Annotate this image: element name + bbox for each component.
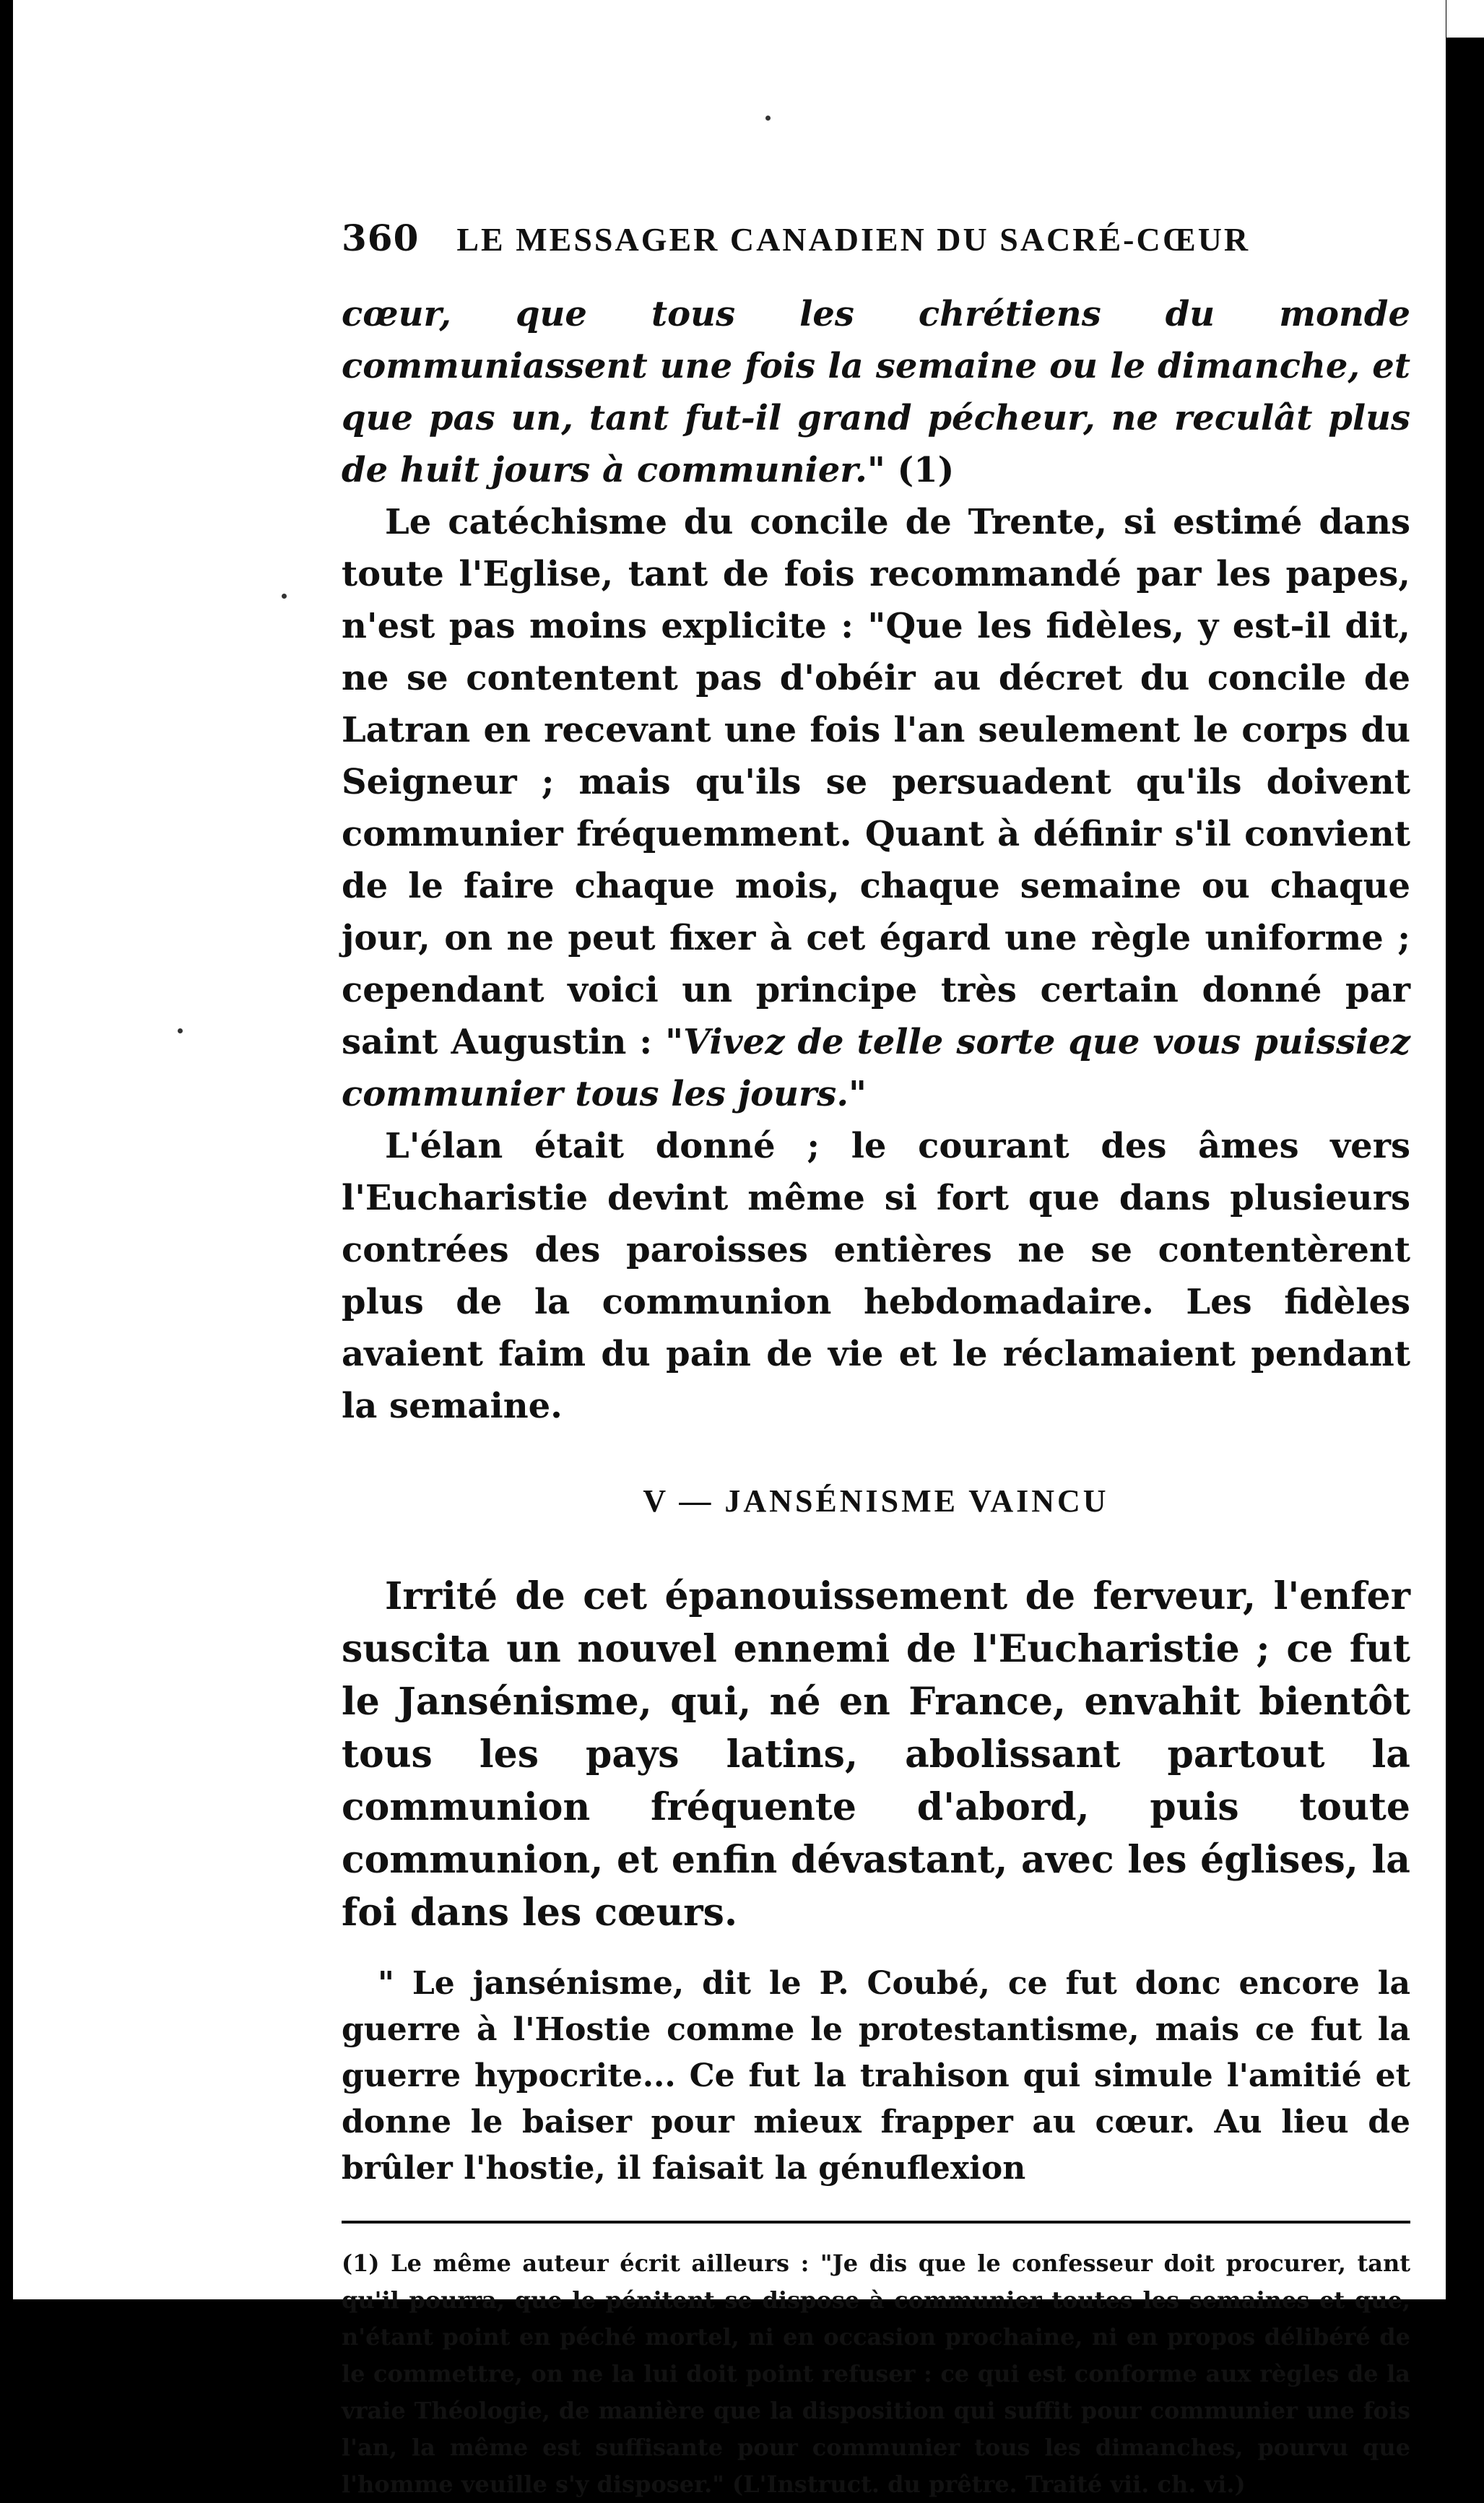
page — [13, 0, 1446, 2498]
paragraph-2-end: " — [849, 1074, 867, 1114]
page-number: 360 — [342, 217, 420, 259]
scan-corner — [1446, 0, 1484, 38]
footnote-divider — [342, 2221, 1410, 2224]
scan-speck — [178, 1028, 183, 1033]
paragraph-1-quote: cœur, que tous les chrétiens du monde communiassent une fois la semaine ou le dimanche, et que pas un, tant fut-il grand pécheur, ne reculât plus de huit jours à communier." — [342, 294, 1410, 490]
footnote-ref: (1) — [885, 450, 955, 490]
footnote: (1) Le même auteur écrit ailleurs : "Je dis que le confesseur doit procurer, tant qu'il pourra, que le pénitent se dispose à communier toutes les semaines et que, n'étant point en péché mortel, ni en occasion prochaine, ni en propos délibéré de le commettre, on ne la lui doit point refuser : ce qui est conforme aux règles de la vraie Théologie, de manière que la disposition qui suffit pour communier une fois l'an, la même est suffisante pour communier tous les dimanches, pourvu que l'homme veuille s'y disposer." (L'Instruct. du prêtre. Traité vii. ch. vi.) — [342, 2250, 1410, 2498]
scan-speck — [282, 594, 287, 599]
paragraph-3: L'élan était donné ; le courant des âmes vers l'Eucharistie devint même si fort que dans plusieurs contrées des paroisses entières ne se contentèrent plus de la communion hebdomadaire. Les fidèles avaient faim du pain de vie et le réclamaient pendant la semaine. — [342, 1126, 1410, 1426]
paragraph-4: Irrité de cet épanouissement de ferveur, l'enfer suscita un nouvel ennemi de l'Eucharistie ; ce fut le Jansénisme, qui, né en France, envahit bientôt tous les pays latins, abolissant partout la communion fréquente d'abord, puis toute communion, et enfin dévastant, avec les églises, la foi dans les cœurs. — [342, 1574, 1410, 1935]
paragraph-1 — [342, 288, 1410, 496]
scan-left-border — [0, 0, 13, 2299]
paragraph-2 — [342, 496, 1410, 1120]
paragraph-2-quote: Vivez de telle sorte que vous puissiez communier tous les jours. — [342, 1022, 1411, 1114]
page-content — [342, 217, 1410, 2503]
quotation-paragraph: " Le jansénisme, dit le P. Coubé, ce fut donc encore la guerre à l'Hostie comme le protestantisme, mais ce fut la guerre hypocrite... Ce fut la trahison qui simule l'amitié et donne le baiser pour mieux frapper au cœur. Au lieu de brûler l'hostie, il faisait la génuflexion — [342, 1965, 1410, 2187]
journal-title: LE MESSAGER CANADIEN DU SACRÉ-CŒUR — [456, 221, 1251, 258]
scan-right-border — [1446, 0, 1484, 2299]
running-head — [342, 217, 1410, 259]
scan-speck — [765, 116, 771, 121]
section-heading: V — JANSÉNISME VAINCU — [643, 1483, 1109, 1519]
paragraph-2-text: Le catéchisme du concile de Trente, si estimé dans toute l'Eglise, tant de fois recommandé par les papes, n'est pas moins explicite : "Que les fidèles, y est-il dit, ne se contentent pas d'obéir au décret du concile de Latran en recevant une fois l'an seulement le corps du Seigneur ; mais qu'ils se persuadent qu'ils doivent communier fréquemment. Quant à définir s'il convient de le faire chaque mois, chaque semaine ou chaque jour, on ne peut fixer à cet égard une règle uniforme ; cependant voici un principe très certain donné par saint Augustin : " — [342, 502, 1410, 1062]
